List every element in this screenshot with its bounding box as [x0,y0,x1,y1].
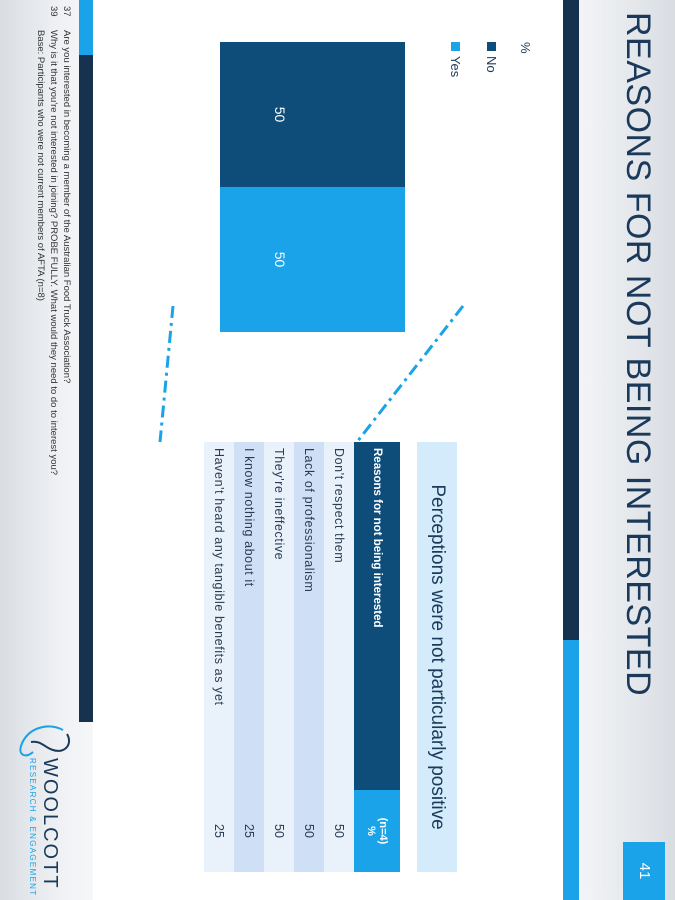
bar-data-label: 50 [272,251,288,268]
header-bar-accent [563,640,579,900]
table-column-header [354,790,400,872]
footnote-number: 39 [48,6,59,17]
page-title: REASONS FOR NOT BEING INTERESTED [619,12,657,697]
legend-swatch [451,42,460,51]
column-header-base: (n=4) [377,817,389,845]
table-header-row [354,442,400,872]
legend-swatch [487,42,496,51]
table-header-label: Reasons for not being interested [354,442,400,790]
footnote-text: Why is it that you're not interested in joining? PROBE FULLY. What would they need to do to interest you? [48,30,59,476]
bar-data-label: 50 [272,106,288,123]
legend-label: No [484,56,499,73]
table-row [264,442,294,872]
row-value: 25 [204,790,234,872]
row-label: Haven't heard any tangible benefits as yet [204,442,234,790]
row-value: 50 [294,790,324,872]
reasons-table [204,442,400,872]
footnote-text: Base: Participants who were not current members of AFTA (n=8) [35,30,46,301]
legend-label: Yes [448,56,463,78]
subtitle-box [417,442,457,872]
row-label: Don't respect them [324,442,354,790]
footnote [60,6,73,475]
subtitle-text: Perceptions were not particularly positive [427,484,448,830]
table-row [324,442,354,872]
table-row [294,442,324,872]
footnote-text: Are you interested in becoming a member of the Australian Food Truck Association? [61,30,72,384]
row-value: 50 [264,790,294,872]
bar-segment [220,42,405,187]
footer-bar-accent [79,0,93,55]
row-label: I know nothing about it [234,442,264,790]
footnote [34,6,47,475]
row-value: 25 [234,790,264,872]
page-number: 41 [623,842,665,900]
logo-tagline: RESEARCH & ENGAGEMENT [28,758,37,897]
row-label: Lack of professionalism [294,442,324,790]
footnote-number: 37 [61,6,72,17]
footer-bar [79,0,93,722]
row-value: 50 [324,790,354,872]
table-row [234,442,264,872]
footnote [47,6,60,475]
footnotes [34,6,73,475]
header-bar [563,0,579,900]
column-header-unit: % [365,826,377,836]
row-label: They're ineffective [264,442,294,790]
stacked-bar-chart [105,0,545,420]
legend-unit-label: % [518,42,533,54]
table-row [204,442,234,872]
logo-wordmark: WOOLCOTT [39,758,61,890]
bar-segment [220,187,405,332]
